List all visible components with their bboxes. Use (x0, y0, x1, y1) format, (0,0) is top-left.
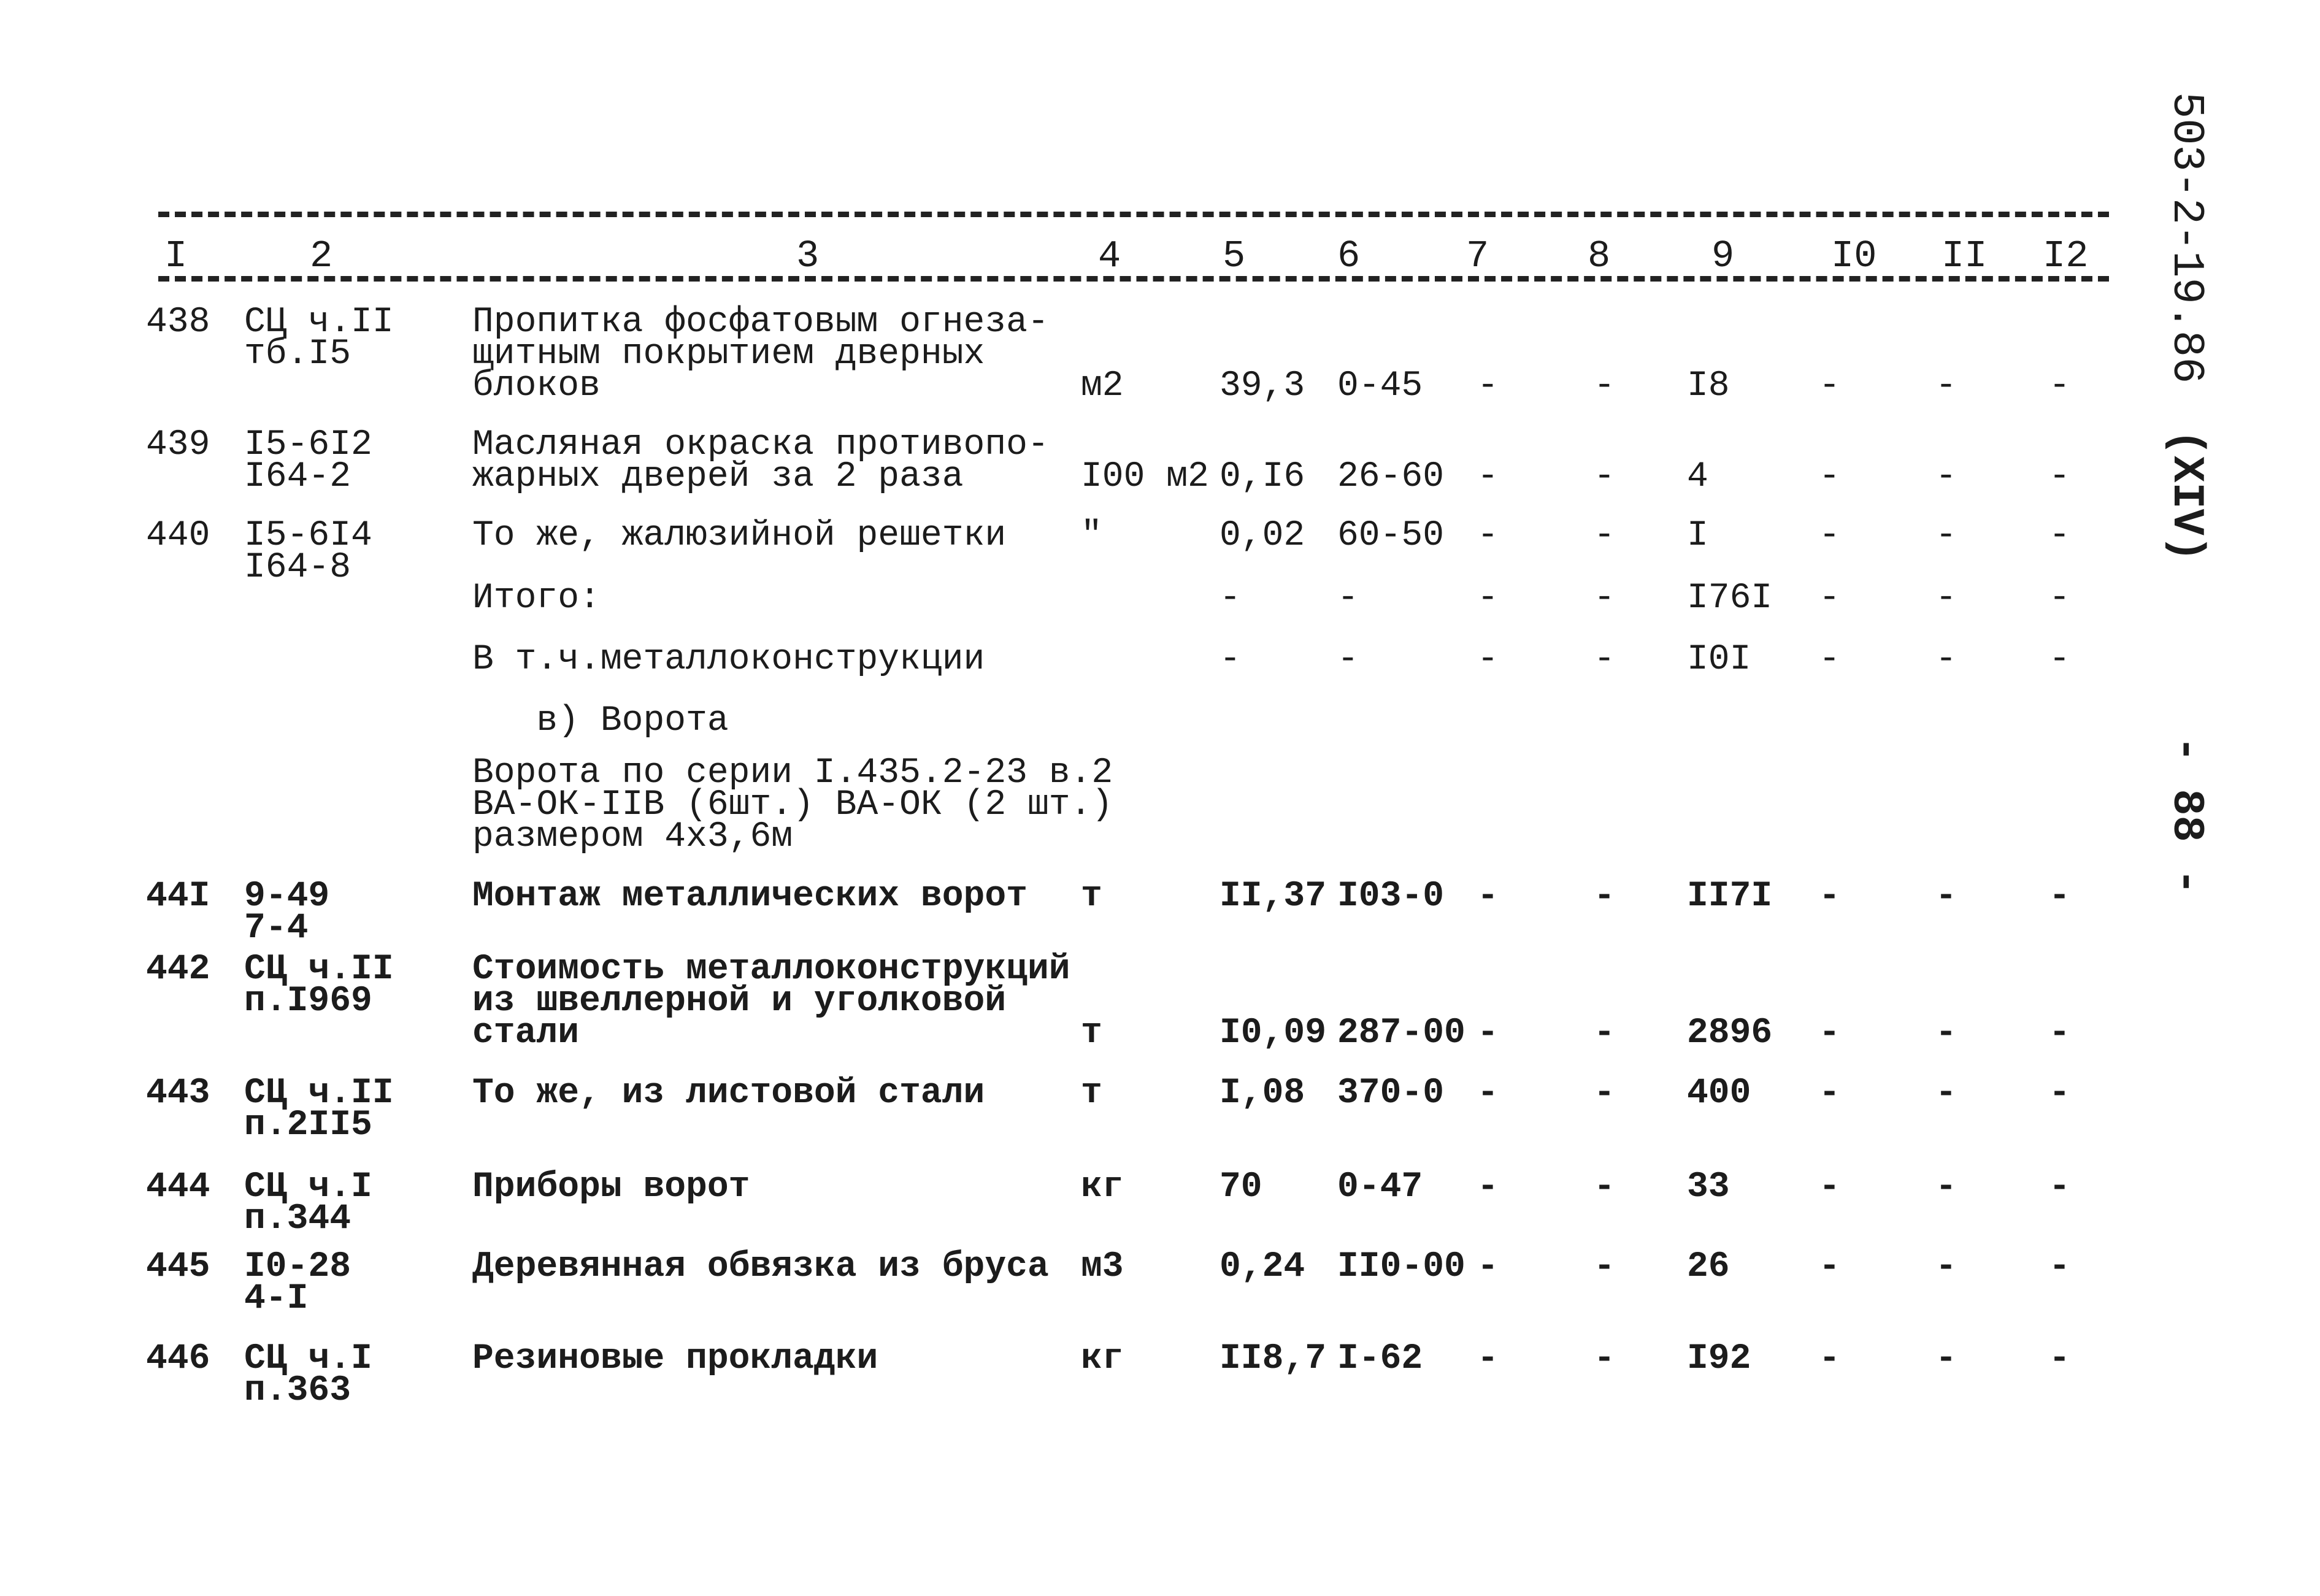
norm-code-line: СЦ ч.I (244, 1339, 372, 1379)
work-description-line: Итого: (472, 578, 601, 618)
row-number: 438 (146, 302, 210, 342)
value-column-10: - (1819, 640, 1840, 680)
value-column-7: - (1477, 366, 1499, 406)
value-column-6: 26-60 (1337, 457, 1445, 497)
value-column-10: - (1819, 1167, 1840, 1207)
work-description-line: Масляная окраска противопо- (472, 425, 1049, 465)
value-column-5: II8,7 (1220, 1339, 1327, 1379)
value-column-6: 0-47 (1337, 1167, 1423, 1207)
norm-code-line: 4-I (244, 1279, 309, 1319)
value-column-7: - (1477, 640, 1499, 680)
value-column-12: - (2049, 1167, 2070, 1207)
value-column-8: - (1594, 877, 1615, 916)
value-column-10: - (1819, 516, 1840, 556)
value-column-9: II7I (1687, 877, 1773, 916)
column-header-8: 8 (1588, 234, 1611, 278)
work-description-line: щитным покрытием дверных (472, 334, 985, 374)
value-column-8: - (1594, 1073, 1615, 1113)
value-column-8: - (1594, 366, 1615, 406)
norm-code-line: п.363 (244, 1371, 351, 1411)
value-column-5: II,37 (1220, 877, 1327, 916)
value-column-7: - (1477, 1073, 1499, 1113)
norm-code-line: I0-28 (244, 1247, 351, 1287)
work-description-line: Монтаж металлических ворот (472, 877, 1027, 916)
value-column-7: - (1477, 1013, 1499, 1053)
unit-of-measure: I00 м2 (1081, 457, 1209, 497)
value-column-9: I0I (1687, 640, 1751, 680)
norm-code-line: I64-8 (244, 548, 351, 588)
value-column-12: - (2049, 1073, 2070, 1113)
value-column-5: 0,I6 (1220, 457, 1305, 497)
value-column-9: 2896 (1687, 1013, 1773, 1053)
work-description-line: в) Ворота (472, 701, 729, 741)
value-column-7: - (1477, 877, 1499, 916)
work-description-line: Ворота по серии I.435.2-23 в.2 (472, 753, 1113, 793)
value-column-9: 4 (1687, 457, 1708, 497)
value-column-6: 370-0 (1337, 1073, 1445, 1113)
column-header-3: 3 (796, 234, 820, 278)
value-column-5: - (1220, 578, 1241, 618)
value-column-12: - (2049, 516, 2070, 556)
value-column-9: I76I (1687, 578, 1773, 618)
norm-code-line: п.I969 (244, 981, 372, 1021)
norm-code-line: п.2II5 (244, 1105, 372, 1145)
norm-code-line: СЦ ч.II (244, 1073, 394, 1113)
norm-code-line: 7-4 (244, 908, 309, 948)
value-column-12: - (2049, 366, 2070, 406)
value-column-12: - (2049, 877, 2070, 916)
value-column-5: I,08 (1220, 1073, 1305, 1113)
value-column-8: - (1594, 1167, 1615, 1207)
value-column-5: 0,24 (1220, 1247, 1305, 1287)
value-column-6: 287-00 (1337, 1013, 1465, 1053)
value-column-5: I0,09 (1220, 1013, 1327, 1053)
value-column-8: - (1594, 578, 1615, 618)
norm-code-line: I5-6I2 (244, 425, 372, 465)
column-header-7: 7 (1466, 234, 1489, 278)
value-column-11: - (1935, 1339, 1957, 1379)
row-number: 446 (146, 1339, 210, 1379)
unit-of-measure: кг (1081, 1167, 1124, 1207)
work-description-line: Пропитка фосфатовым огнеза- (472, 302, 1049, 342)
value-column-6: I03-0 (1337, 877, 1445, 916)
value-column-5: 39,3 (1220, 366, 1305, 406)
unit-of-measure: м3 (1081, 1247, 1124, 1287)
row-number: 44I (146, 877, 210, 916)
value-column-6: 60-50 (1337, 516, 1445, 556)
column-header-5: 5 (1223, 234, 1246, 278)
norm-code-line: СЦ ч.II (244, 302, 394, 342)
value-column-12: - (2049, 640, 2070, 680)
work-description-line: из швеллерной и уголковой (472, 981, 1007, 1021)
value-column-8: - (1594, 457, 1615, 497)
column-header-11: II (1942, 234, 1988, 278)
value-column-11: - (1935, 877, 1957, 916)
value-column-7: - (1477, 1167, 1499, 1207)
column-header-10: I0 (1831, 234, 1877, 278)
unit-of-measure: т (1081, 1073, 1102, 1113)
side-doc-code: 503-2-19.86 (2161, 92, 2211, 384)
header-bottom-dashed-rule (158, 276, 2109, 282)
work-description-line: Деревянная обвязка из бруса (472, 1247, 1049, 1287)
value-column-9: 33 (1687, 1167, 1730, 1207)
value-column-12: - (2049, 1339, 2070, 1379)
value-column-10: - (1819, 1013, 1840, 1053)
column-header-9: 9 (1711, 234, 1735, 278)
value-column-8: - (1594, 1339, 1615, 1379)
value-column-6: I-62 (1337, 1339, 1423, 1379)
value-column-12: - (2049, 1013, 2070, 1053)
value-column-12: - (2049, 578, 2070, 618)
header-top-dashed-rule (158, 212, 2109, 217)
norm-code-line: СЦ ч.I (244, 1167, 372, 1207)
value-column-6: 0-45 (1337, 366, 1423, 406)
value-column-12: - (2049, 457, 2070, 497)
row-number: 439 (146, 425, 210, 465)
value-column-9: I92 (1687, 1339, 1751, 1379)
norm-code-line: тб.I5 (244, 334, 351, 374)
value-column-9: I8 (1687, 366, 1730, 406)
value-column-9: 26 (1687, 1247, 1730, 1287)
unit-of-measure: " (1081, 516, 1102, 556)
value-column-10: - (1819, 366, 1840, 406)
value-column-10: - (1819, 578, 1840, 618)
value-column-11: - (1935, 578, 1957, 618)
unit-of-measure: м2 (1081, 366, 1124, 406)
value-column-11: - (1935, 1013, 1957, 1053)
norm-code-line: СЦ ч.II (244, 950, 394, 989)
value-column-10: - (1819, 1073, 1840, 1113)
norm-code-line: 9-49 (244, 877, 330, 916)
value-column-11: - (1935, 1247, 1957, 1287)
value-column-6: - (1337, 640, 1359, 680)
value-column-11: - (1935, 1167, 1957, 1207)
value-column-6: II0-00 (1337, 1247, 1465, 1287)
value-column-11: - (1935, 1073, 1957, 1113)
row-number: 443 (146, 1073, 210, 1113)
row-number: 442 (146, 950, 210, 989)
work-description-line: ВА-ОК-IIВ (6шт.) ВА-ОК (2 шт.) (472, 785, 1113, 825)
value-column-10: - (1819, 1247, 1840, 1287)
work-description-line: жарных дверей за 2 раза (472, 457, 964, 497)
value-column-7: - (1477, 457, 1499, 497)
value-column-5: 70 (1220, 1167, 1262, 1207)
value-column-8: - (1594, 640, 1615, 680)
side-part-marker: (XIV) (2161, 429, 2211, 562)
value-column-11: - (1935, 640, 1957, 680)
value-column-9: I (1687, 516, 1708, 556)
row-number: 445 (146, 1247, 210, 1287)
work-description-line: Стоимость металлоконструкций (472, 950, 1070, 989)
value-column-7: - (1477, 1339, 1499, 1379)
value-column-6: - (1337, 578, 1359, 618)
work-description-line: Резиновые прокладки (472, 1339, 878, 1379)
unit-of-measure: т (1081, 877, 1102, 916)
unit-of-measure: т (1081, 1013, 1102, 1053)
work-description-line: блоков (472, 366, 601, 406)
side-page-number: - 88 - (2161, 736, 2211, 896)
value-column-11: - (1935, 457, 1957, 497)
column-header-2: 2 (310, 234, 333, 278)
column-header-4: 4 (1098, 234, 1121, 278)
work-description-line: Приборы ворот (472, 1167, 750, 1207)
column-header-6: 6 (1337, 234, 1361, 278)
value-column-8: - (1594, 1013, 1615, 1053)
value-column-5: - (1220, 640, 1241, 680)
column-header-12: I2 (2043, 234, 2089, 278)
value-column-5: 0,02 (1220, 516, 1305, 556)
work-description-line: То же, жалюзийной решетки (472, 516, 1007, 556)
work-description-line: стали (472, 1013, 580, 1053)
column-header-1: I (164, 234, 188, 278)
row-number: 440 (146, 516, 210, 556)
norm-code-line: I5-6I4 (244, 516, 372, 556)
work-description-line: В т.ч.металлоконструкции (472, 640, 985, 680)
work-description-line: То же, из листовой стали (472, 1073, 985, 1113)
value-column-10: - (1819, 877, 1840, 916)
value-column-7: - (1477, 1247, 1499, 1287)
value-column-10: - (1819, 457, 1840, 497)
value-column-11: - (1935, 366, 1957, 406)
value-column-9: 400 (1687, 1073, 1751, 1113)
work-description-line: размером 4х3,6м (472, 817, 793, 857)
value-column-10: - (1819, 1339, 1840, 1379)
norm-code-line: п.344 (244, 1199, 351, 1239)
value-column-7: - (1477, 516, 1499, 556)
unit-of-measure: кг (1081, 1339, 1124, 1379)
value-column-12: - (2049, 1247, 2070, 1287)
value-column-8: - (1594, 516, 1615, 556)
value-column-8: - (1594, 1247, 1615, 1287)
row-number: 444 (146, 1167, 210, 1207)
value-column-7: - (1477, 578, 1499, 618)
value-column-11: - (1935, 516, 1957, 556)
norm-code-line: I64-2 (244, 457, 351, 497)
